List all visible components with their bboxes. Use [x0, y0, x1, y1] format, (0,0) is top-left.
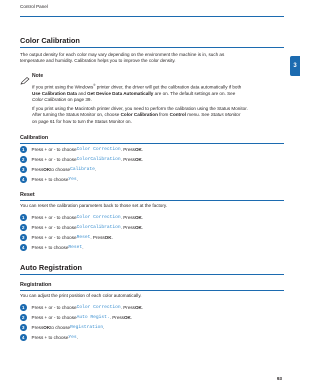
- note-paragraph-1: [32, 82, 282, 104]
- lcd-text: ColorCalibration: [76, 156, 121, 162]
- note-text: If you print using the Windows: [32, 84, 94, 90]
- subsection-rule: [20, 290, 284, 291]
- note-text: are on. The default settings are on. See: [153, 90, 236, 96]
- step-text: Press: [31, 324, 44, 330]
- subsection-title-registration: Registration: [20, 282, 52, 288]
- step-text: Press + to choose: [31, 334, 69, 340]
- key-name: OK: [134, 156, 142, 162]
- page-number: 93: [276, 376, 282, 381]
- note-text: and: [76, 90, 88, 96]
- subsection-title-calibration: Calibration: [20, 135, 49, 141]
- step-text: Press + or - to choose: [31, 304, 77, 310]
- menu-item-name: Color Calibration: [120, 112, 158, 118]
- key-name: OK: [134, 304, 142, 310]
- step-number-badge: 4: [20, 244, 27, 251]
- step-text: .: [103, 324, 105, 330]
- note-paragraph-2: [32, 106, 282, 125]
- intro-line-1: The output density for each color may vary depending on the environment the machine is in, such as: [20, 52, 225, 57]
- step-text: .: [141, 146, 144, 152]
- step-number-badge: 3: [20, 166, 27, 173]
- note-text: menu. See: [185, 112, 211, 118]
- section-rule: [20, 47, 284, 48]
- note-p1-line-3: [32, 97, 282, 103]
- note-text: from: [157, 112, 170, 118]
- step-text: . Press: [109, 314, 124, 320]
- step-text: . Press: [90, 234, 105, 240]
- lcd-text: Color Correction: [76, 214, 121, 220]
- reset-intro: You can reset the calibration parameters back to those set at the factory.: [20, 203, 168, 208]
- menu-name: Control: [169, 112, 186, 118]
- setting-name: Use Calibration Data: [32, 90, 77, 96]
- step-text: .: [82, 244, 84, 250]
- step-text: . Press: [120, 214, 135, 220]
- reset-step: [20, 234, 113, 241]
- calibration-step: [20, 146, 143, 153]
- step-text: . Press: [120, 146, 135, 152]
- key-name: OK: [134, 146, 142, 152]
- key-name: OK: [43, 324, 51, 330]
- calibration-step: [20, 166, 96, 173]
- step-text: to choose: [50, 166, 71, 172]
- step-text: .: [141, 224, 144, 230]
- step-text: .: [76, 334, 78, 340]
- step-text: Press + or - to choose: [31, 234, 77, 240]
- step-number-badge: 3: [20, 324, 27, 331]
- key-name: OK: [104, 234, 112, 240]
- step-text: . Press: [120, 224, 135, 230]
- intro-paragraph: [20, 52, 278, 65]
- section-title-color-calibration: Color Calibration: [20, 36, 80, 45]
- note-text: printer driver, the driver will get the calibration data automatically if both: [95, 84, 242, 90]
- lcd-text: Yes: [68, 334, 77, 340]
- step-text: . Press: [120, 304, 135, 310]
- cross-reference: Color Calibration: [32, 97, 67, 103]
- note-p2-line-3: on page 61 for how to turn the Status Monitor on.: [32, 118, 132, 124]
- step-text: Press + to choose: [31, 244, 69, 250]
- step-number-badge: 2: [20, 314, 27, 321]
- note-heading: [20, 72, 43, 80]
- step-number-badge: 2: [20, 224, 27, 231]
- reset-step: [20, 244, 83, 251]
- lcd-text: Color Correction: [76, 304, 121, 310]
- note-pencil-icon: [20, 72, 30, 80]
- step-text: to choose: [50, 324, 71, 330]
- step-text: Press + or - to choose: [31, 214, 77, 220]
- step-text: Press + or - to choose: [31, 146, 77, 152]
- key-name: OK: [43, 166, 51, 172]
- step-text: .: [130, 314, 133, 320]
- registration-step: [20, 334, 78, 341]
- subsection-rule: [20, 143, 284, 144]
- step-text: Press + or - to choose: [31, 314, 77, 320]
- step-text: .: [76, 176, 78, 182]
- step-text: .: [94, 166, 97, 172]
- note-p1-line-1: [32, 82, 282, 91]
- lcd-text: Yes: [68, 176, 77, 182]
- step-number-badge: 4: [20, 176, 27, 183]
- step-number-badge: 1: [20, 304, 27, 311]
- key-name: OK: [134, 224, 142, 230]
- registration-step: [20, 324, 104, 331]
- lcd-text: Calibrate: [70, 166, 95, 172]
- step-text: . Press: [120, 156, 135, 162]
- note-label: Note: [32, 73, 44, 79]
- header-rule: [20, 16, 284, 17]
- step-number-badge: 1: [20, 146, 27, 153]
- reset-step: [20, 214, 143, 221]
- registration-intro: You can adjust the print position of each color automatically.: [20, 293, 142, 298]
- key-name: OK: [134, 214, 142, 220]
- lcd-text: Registration: [70, 324, 104, 330]
- section-rule: [20, 274, 284, 275]
- step-text: .: [141, 214, 144, 220]
- step-text: Press + or - to choose: [31, 156, 77, 162]
- step-number-badge: 2: [20, 156, 27, 163]
- step-number-badge: 3: [20, 234, 27, 241]
- lcd-text: Reset: [76, 234, 91, 240]
- lcd-text: Reset: [68, 244, 83, 250]
- intro-line-2: temperature and humidity. Calibration helps you to improve the color density.: [20, 58, 176, 64]
- section-title-auto-registration: Auto Registration: [20, 263, 82, 272]
- lcd-text: Color Correction: [76, 146, 121, 152]
- step-text: .: [141, 156, 144, 162]
- step-text: .: [111, 234, 113, 240]
- step-text: Press + to choose: [31, 176, 69, 182]
- setting-name: Get Device Data Automatically: [87, 90, 154, 96]
- key-name: OK: [123, 314, 131, 320]
- subsection-title-reset: Reset: [20, 192, 35, 198]
- registered-mark: ®: [93, 83, 96, 87]
- cross-reference: Status Monitor: [210, 112, 241, 118]
- subsection-rule: [20, 200, 284, 201]
- calibration-step: [20, 176, 78, 183]
- chapter-tab: 3: [290, 56, 300, 76]
- calibration-step: [20, 156, 143, 163]
- note-p2-line-1: If you print using the Macintosh printer driver, you need to perform the calibration using the Status Monitor.: [32, 106, 248, 111]
- step-number-badge: 1: [20, 214, 27, 221]
- registration-step: [20, 314, 132, 321]
- lcd-text: Auto Regist.: [76, 314, 110, 320]
- registration-step: [20, 304, 143, 311]
- step-text: .: [141, 304, 144, 310]
- lcd-text: ColorCalibration: [76, 224, 121, 230]
- step-number-badge: 4: [20, 334, 27, 341]
- note-text: on page 39.: [66, 97, 92, 103]
- step-text: Press + or - to choose: [31, 224, 77, 230]
- running-header: Control Panel: [20, 4, 48, 9]
- step-text: Press: [31, 166, 44, 172]
- reset-step: [20, 224, 143, 231]
- note-text: After turning the Status Monitor on, choose: [32, 112, 121, 118]
